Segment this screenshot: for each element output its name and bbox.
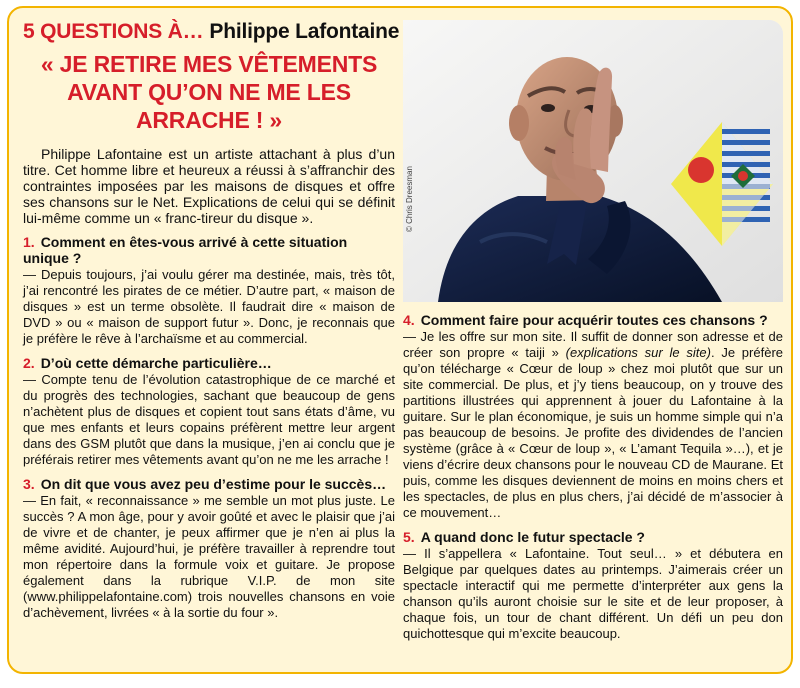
answer-1: — Depuis toujours, j’ai voulu gérer ma destinée, mais, très tôt, j’ai rencontré les pirates de ce métier. D’autre part, « maison de disques » est un terme obsolète. Il faudrait dire « maison de DVD » ou « maison de support futur ». Donc, je reconnais que je préfère le rêve à l’archaïsme et au commercial. — [23, 267, 395, 346]
article-headline: « JE RETIRE MES VÊTEMENTS AVANT QU’ON NE ME LES ARRACHE ! » — [40, 51, 378, 133]
right-text — [403, 312, 783, 642]
answer-3: — En fait, « reconnaissance » me semble un mot plus juste. Le succès ? A mon âge, pour y avoir goûté et avec le plaisir que j’ai de vivre et de chanter, je peux affirmer que je n’en ai plus la même avidité. Aujourd’hui, je préfère travailler à reprendre tout mon répertoire dans la formule voix et guitare. Je propose également dans la rubrique V.I.P. de mon site (www.philippelafontaine.com) trois nouvelles chansons en voie d’achèvement, livrées « à la sortie du four ». — [23, 493, 395, 620]
answer-2: — Compte tenu de l’évolution catastrophique de ce marché et du progrès des technologies, sachant que beaucoup de gens n’achètent plus de disques et copient tout sans états d’âme, vu que mes enfants et leurs copains préfèrent mettre leur argent dans des GSM plutôt que dans la musique, j’en ai conclu que je préférais retirer mes vêtements avant qu’on ne me les arrache ! — [23, 372, 395, 467]
question-text: Comment faire pour acquérir toutes ces chansons ? — [420, 312, 768, 328]
question-number: 3. — [23, 476, 35, 492]
answer-4 — [403, 329, 783, 521]
left-column — [23, 20, 400, 666]
article-kicker — [23, 20, 400, 44]
article-page — [7, 6, 793, 674]
question-text: D’où cette démarche particulière… — [40, 355, 272, 371]
question-5 — [403, 529, 783, 545]
interviewee-name: Philippe Lafontaine — [209, 20, 400, 43]
question-number: 1. — [23, 234, 35, 250]
article-intro: Philippe Lafontaine est un artiste attachant à plus d’un titre. Cet homme libre et heureux a réussi à s’affranchir des contraintes imposées par les maisons de disques et offre ses chansons sur le Net. Explications de celui qui se définit lui-même comme un « franc-tireur du disque ». — [23, 146, 395, 226]
question-3 — [23, 476, 395, 492]
answer-4-part-2: . Je préfère qu’on télécharge « Cœur de loup » chez moi plutôt que sur un site commercial. De plus, et j’y tiens beaucoup, on y trouve des partitions illustrées qui apprennent à jouer du Lafontaine à la guitare. Sur le plan économique, je suis un homme simple qui n’a pas beaucoup de besoins. Je profite des dividendes de l’ancien système (grâce à « Cœur de loup », « L’amant Tequila »…), et je viens d’écrire deux chansons pour le nouveau CD de Maurane. Et puis, comme les disques deviennent de moins en moins chers et les spectacles, de plus en plus chers, j’ai décidé de m’associer à ce mouvement… — [403, 345, 784, 520]
question-4 — [403, 312, 783, 328]
question-text: Comment en êtes-vous arrivé à cette situation unique ? — [23, 234, 348, 266]
right-column — [403, 20, 783, 666]
answer-4-part-1: — Je les offre sur mon site. Il suffit de donner son adresse et de créer son propre « taiji » — [403, 329, 783, 360]
answer-5: — Il s’appellera « Lafontaine. Tout seul… » et débutera en Belgique par quelques dates au printemps. J’aimerais créer un spectacle interactif qui me permette d’interpréter aux gens la chanson qu’ils auront choisie sur le site et de leur proposer, à chaque fois, un tour de chant différent. Un défi un peu don quichottesque qui m’excite beaucoup. — [403, 546, 783, 641]
question-number: 2. — [23, 355, 35, 371]
photo-credit: © Chris Dreesman — [405, 166, 414, 232]
question-text: A quand donc le futur spectacle ? — [420, 529, 645, 545]
question-2 — [23, 355, 395, 371]
portrait-image — [403, 20, 783, 302]
question-number: 5. — [403, 529, 415, 545]
kicker-label: 5 QUESTIONS À… — [23, 20, 204, 43]
question-number: 4. — [403, 312, 415, 328]
question-text: On dit que vous avez peu d’estime pour le succès… — [40, 476, 387, 492]
question-1 — [23, 234, 395, 266]
answer-4-italic: (explications sur le site) — [565, 345, 711, 360]
portrait-photo — [403, 20, 783, 302]
